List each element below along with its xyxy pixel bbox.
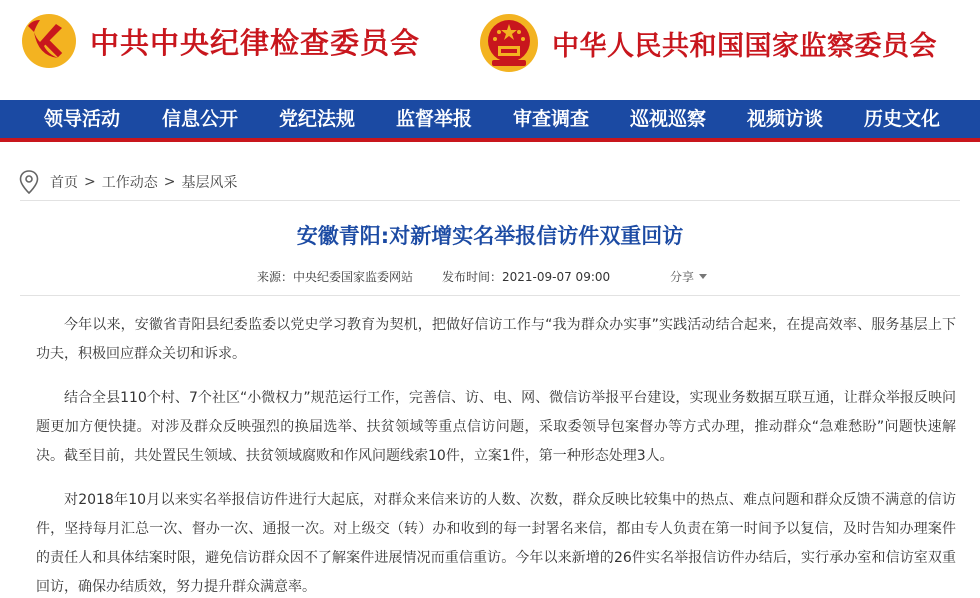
site-header bbox=[0, 0, 980, 100]
ccdi-brand[interactable] bbox=[20, 12, 420, 70]
nav-item-report[interactable]: 监督举报 bbox=[396, 108, 473, 130]
nav-item-regulations[interactable]: 党纪法规 bbox=[279, 108, 356, 130]
breadcrumb-separator: > bbox=[84, 174, 96, 190]
nav-item-inspection[interactable]: 巡视巡察 bbox=[630, 108, 707, 130]
breadcrumb-work-news[interactable]: 工作动态 bbox=[101, 175, 158, 191]
ccdi-title: 中共中央纪律检查委员会 bbox=[90, 25, 421, 60]
article-paragraph: 结合全县110个村、7个社区“小微权力”规范运行工作，完善信、访、电、网、微信访举报平台建设，实现业务数据互联互通，让群众举报反映问题更加方便快捷。对涉及群众反映强烈的换届选举、扶贫领域等重点信访问题，采取委领导包案督办等方式办理，推动群众“急难愁盼”问题快速解决。截至目前，共处置民生领域、扶贫领域腐败和作风问题线索10件，立案1件，第一种形态处理3人。 bbox=[36, 390, 956, 464]
article-pubtime: 发布时间：2021-09-07 09:00 bbox=[442, 270, 611, 284]
breadcrumb-grassroots[interactable]: 基层风采 bbox=[181, 175, 238, 191]
share-label: 分享 bbox=[670, 270, 695, 284]
breadcrumb-home[interactable]: 首页 bbox=[50, 175, 78, 191]
share-button[interactable] bbox=[670, 268, 707, 285]
article-paragraph: 对2018年10月以来实名举报信访件进行大起底，对群众来信来访的人数、次数，群众反映比较集中的热点、难点问题和群众反馈不满意的信访件，坚持每月汇总一次、督办一次、通报一次。对上级交（转）办和收到的每一封署名来信，都由专人负责在第一时间予以复信，及时告知办理案件的责任人和具体结案时限，避免信访群众因不了解案件进展情况而重信重访。今年以来新增的26件实名举报信访件办结后，实行承办室和信访室双重回访，确保办结质效，努力提升群众满意率。 bbox=[36, 492, 956, 595]
chevron-down-icon bbox=[699, 274, 707, 279]
nav-item-info-disclosure[interactable]: 信息公开 bbox=[162, 108, 239, 130]
breadcrumb-divider bbox=[20, 200, 960, 201]
nsc-brand[interactable] bbox=[478, 12, 937, 74]
party-emblem-icon bbox=[20, 12, 78, 70]
article-source: 来源：中央纪委国家监委网站 bbox=[257, 270, 414, 284]
nsc-title: 中华人民共和国国家监察委员会 bbox=[552, 30, 937, 62]
national-emblem-icon bbox=[478, 12, 540, 74]
main-nav bbox=[0, 100, 980, 142]
meta-divider bbox=[20, 295, 960, 296]
nav-item-history[interactable]: 历史文化 bbox=[864, 108, 941, 130]
location-pin-icon bbox=[18, 170, 40, 194]
breadcrumb-separator: > bbox=[163, 174, 176, 190]
article-body bbox=[36, 311, 956, 598]
nav-item-investigation[interactable]: 审查调查 bbox=[513, 108, 590, 130]
nav-item-video[interactable]: 视频访谈 bbox=[747, 108, 824, 130]
nav-item-leadership[interactable]: 领导活动 bbox=[44, 108, 121, 130]
article-paragraph: 今年以来，安徽省青阳县纪委监委以党史学习教育为契机，把做好信访工作与“我为群众办实事”实践活动结合起来，在提高效率、服务基层上下功夫，积极回应群众关切和诉求。 bbox=[36, 317, 956, 362]
article-title: 安徽青阳:对新增实名举报信访件双重回访 bbox=[296, 224, 684, 248]
breadcrumb bbox=[18, 170, 237, 194]
